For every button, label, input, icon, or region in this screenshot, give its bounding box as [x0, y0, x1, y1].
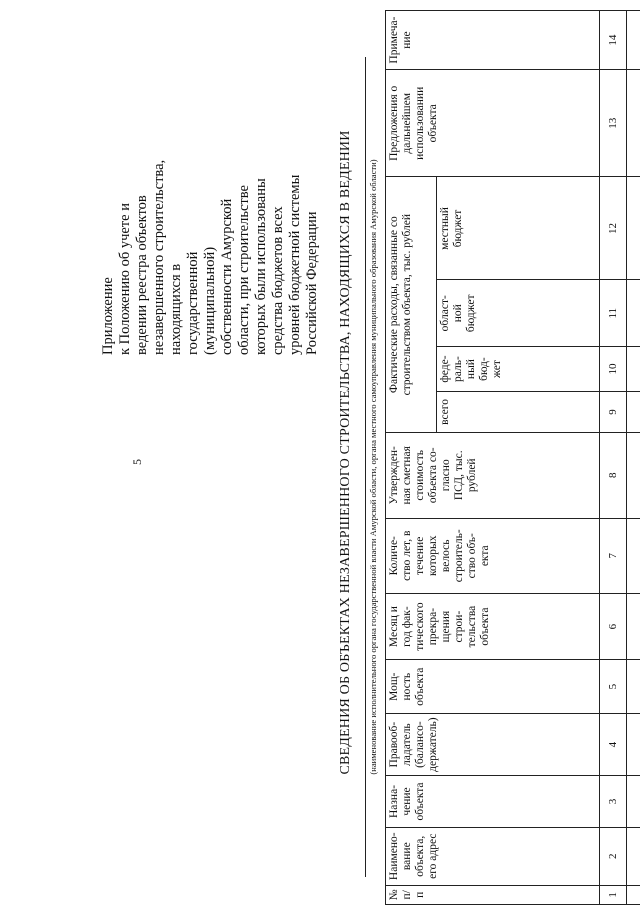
subcaption: (наименование исполнительного органа государственной власти Амурской области, органа местного самоуправления муниципального образования Амурской области)	[368, 159, 378, 775]
appendix-line: Российской Федерации	[304, 211, 320, 355]
empty-cell	[627, 432, 640, 518]
appendix-line: незавершенного строительства,	[151, 159, 167, 355]
empty-cell	[627, 70, 640, 177]
header-cell: Правооб- ладатель (балансо- держатель)	[386, 714, 600, 776]
header-cell: № п/п	[386, 885, 600, 904]
header-cell: Наимено- вание объекта, его адрес	[386, 827, 600, 885]
column-number: 3	[600, 776, 627, 828]
empty-cell	[627, 11, 640, 70]
empty-cell	[627, 518, 640, 593]
column-number: 14	[600, 11, 627, 70]
header-subcell: феде- раль- ный бюд- жет	[437, 347, 600, 392]
column-number: 4	[600, 714, 627, 776]
appendix-block	[100, 55, 321, 355]
header-subcell: област- ной бюджет	[437, 280, 600, 347]
fill-in-underline	[365, 57, 366, 877]
appendix-line: ведении реестра объектов	[134, 195, 150, 355]
column-number: 8	[600, 432, 627, 518]
column-number: 1	[600, 885, 627, 904]
column-number: 2	[600, 827, 627, 885]
header-cell: Предложения о дальнейшем использовании объекта	[386, 70, 600, 177]
header-cell: Мощ- ность объекта	[386, 660, 600, 714]
column-number: 12	[600, 177, 627, 280]
empty-cell	[627, 714, 640, 776]
empty-cell	[627, 776, 640, 828]
column-number: 9	[600, 392, 627, 433]
empty-row	[627, 11, 640, 905]
header-row	[386, 11, 437, 905]
document-title: СВЕДЕНИЯ ОБ ОБЪЕКТАХ НЕЗАВЕРШЕННОГО СТРОИТЕЛЬСТВА, НАХОДЯЩИХСЯ В ВЕДЕНИИ	[338, 130, 353, 775]
page-number: 5	[130, 459, 144, 465]
appendix-line: средства бюджетов всех	[270, 206, 286, 355]
appendix-line: к Положению об учете и	[117, 203, 133, 355]
appendix-line: уровней бюджетной системы	[287, 174, 303, 355]
empty-cell	[627, 347, 640, 392]
appendix-line: находящихся в	[168, 263, 184, 355]
column-number: 11	[600, 280, 627, 347]
header-subcell: местный бюджет	[437, 177, 600, 280]
appendix-line: которых были использованы	[253, 178, 269, 355]
empty-cell	[627, 593, 640, 660]
appendix-line: государственной	[185, 251, 201, 355]
header-group-cell: Фактические расходы, связанные со строительством объекта, тыс. рублей	[386, 177, 437, 432]
empty-cell	[627, 280, 640, 347]
header-cell: Примеча- ние	[386, 11, 600, 70]
column-number: 6	[600, 593, 627, 660]
empty-cell	[627, 885, 640, 904]
header-cell: Утвержден- ная сметная стоимость объекта со- гласно ПСД, тыс. рублей	[386, 432, 600, 518]
appendix-line: Приложение	[100, 277, 116, 355]
column-number: 7	[600, 518, 627, 593]
empty-cell	[627, 392, 640, 433]
empty-cell	[627, 660, 640, 714]
column-number: 5	[600, 660, 627, 714]
column-number: 13	[600, 70, 627, 177]
header-cell: Месяц и год фак- тического прекра- щения строи- тельства объекта	[386, 593, 600, 660]
header-subcell: всего	[437, 392, 600, 433]
objects-table	[385, 10, 640, 905]
empty-cell	[627, 177, 640, 280]
appendix-line: собственности Амурской	[219, 198, 235, 355]
empty-cell	[627, 827, 640, 885]
column-number: 10	[600, 347, 627, 392]
header-cell: Количе- ство лет, в течение которых велось строитель- ство объ- екта	[386, 518, 600, 593]
header-cell: Назна- чение объекта	[386, 776, 600, 828]
appendix-line: области, при строительстве	[236, 185, 252, 355]
appendix-line: (муниципальной)	[202, 246, 218, 355]
column-number-row	[600, 11, 627, 905]
